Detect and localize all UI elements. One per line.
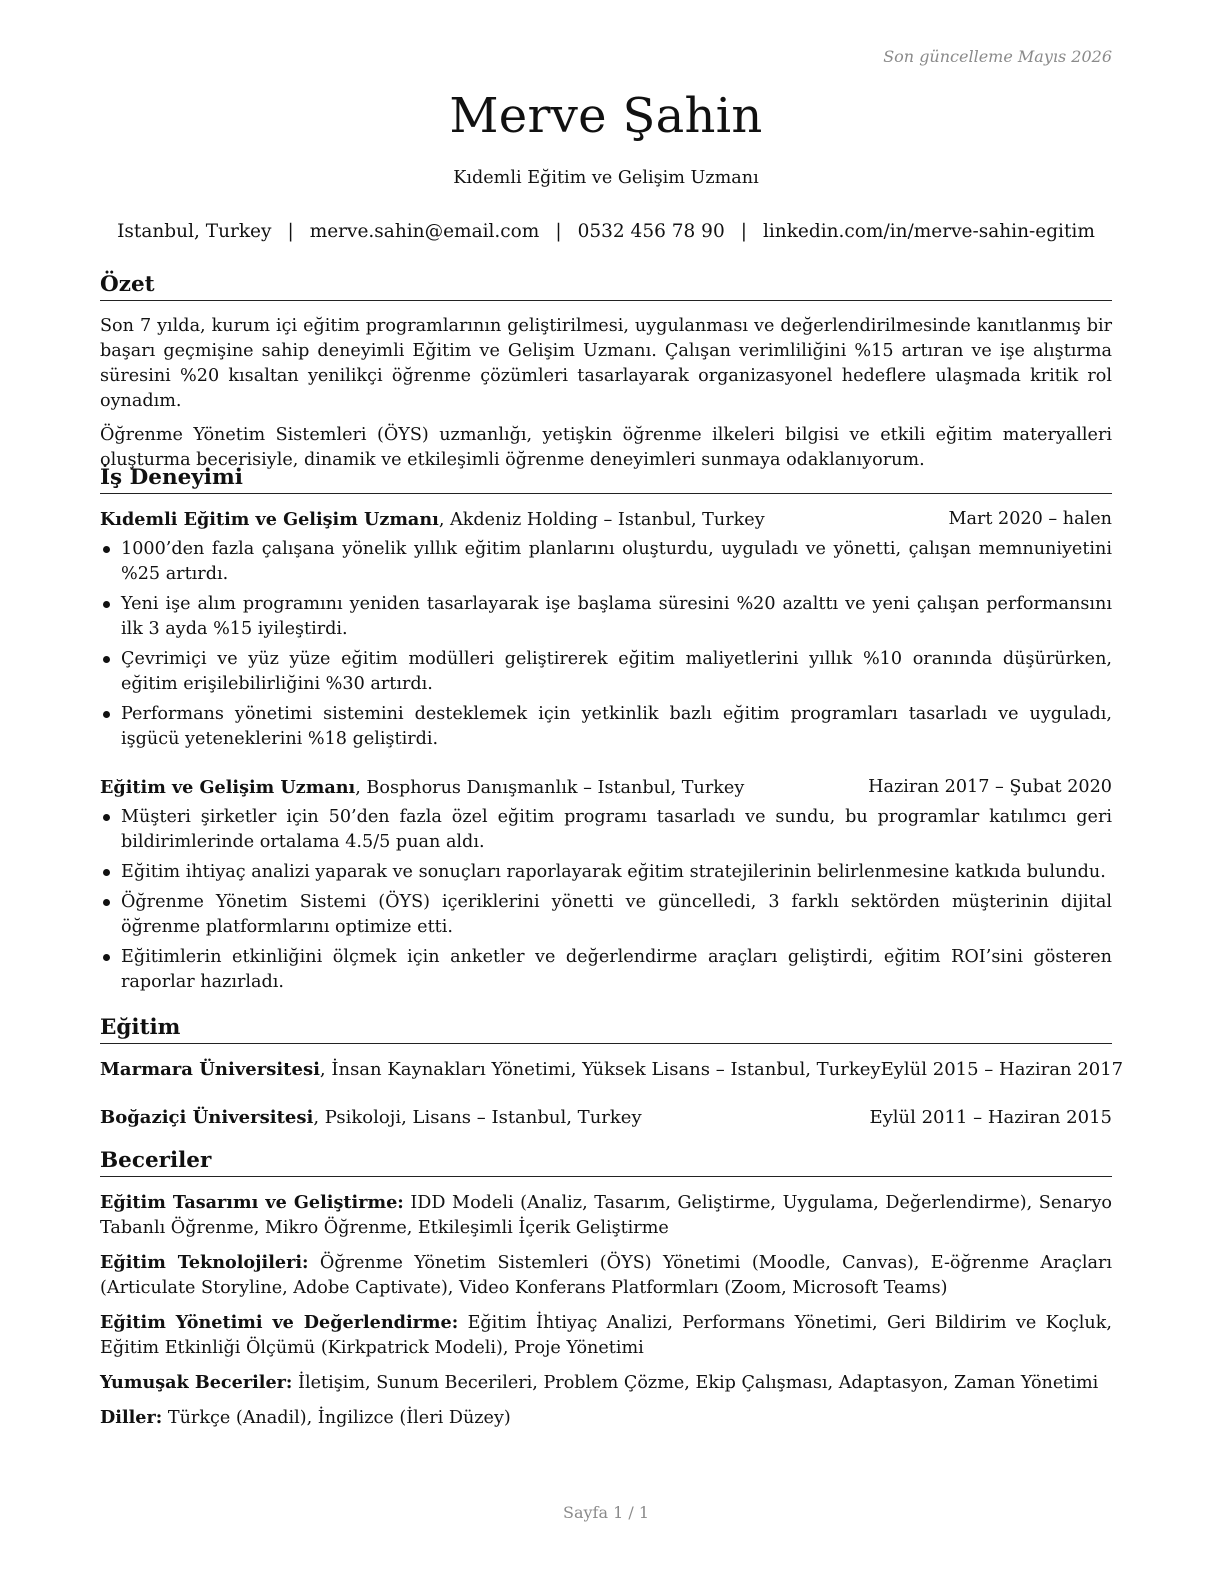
contact-line (100, 219, 1112, 244)
job-header (100, 775, 1112, 801)
job-bullet: Öğrenme Yönetim Sistemi (ÖYS) içeriklerini yönetti ve güncelledi, 3 farklı sektörden müşterinin dijital öğrenme platformlarını optimize etti. (100, 890, 1112, 940)
job-entry (100, 775, 1112, 995)
section-title-summary: Özet (100, 271, 1112, 301)
education-school: Boğaziçi Üniversitesi (100, 1107, 314, 1128)
skill-text: Eğitim İhtiyaç Analizi, Performans Yönetimi, Geri Bildirim ve Koçluk, Eğitim Etkinliği Ölçümü (Kirkpatrick Modeli), Proje Yönetimi (100, 1313, 1112, 1358)
skill-text: İletişim, Sunum Becerileri, Problem Çözme, Ekip Çalışması, Adaptasyon, Zaman Yönetimi (292, 1373, 1099, 1393)
skill-label: Eğitim Teknolojileri: (100, 1252, 309, 1273)
contact-separator: | (555, 221, 562, 242)
education-school: Marmara Üniversitesi (100, 1059, 320, 1080)
contact-email[interactable]: merve.sahin@email.com (309, 221, 540, 242)
job-bullet: Performans yönetimi sistemini desteklemek için yetkinlik bazlı eğitim programları tasarladı ve uyguladı, işgücü yeteneklerini %18 geliştirdi. (100, 702, 1112, 752)
candidate-title: Kıdemli Eğitim ve Gelişim Uzmanı (453, 168, 759, 188)
skill-item (100, 1405, 1112, 1431)
last-updated: Son güncelleme Mayıs 2026 (883, 47, 1112, 66)
education-dates: Eylül 2015 – Haziran 2017 (880, 1059, 1124, 1080)
job-position: Eğitim ve Gelişim Uzmanı (100, 777, 356, 798)
job-bullet: Müşteri şirketler için 50’den fazla özel eğitim programı tasarladı ve sundu, bu programlar katılımcı geri bildirimlerinde ortalama 4.5/5 puan aldı. (100, 805, 1112, 855)
skill-item (100, 1250, 1112, 1301)
skill-item (100, 1190, 1112, 1241)
job-bullets (100, 805, 1112, 995)
job-dates: Mart 2020 – halen (948, 509, 1112, 529)
skill-item (100, 1370, 1112, 1396)
job-bullet: Yeni işe alım programını yeniden tasarlayarak işe başlama süresini %20 azalttı ve yeni çalışan performansını ilk 3 ayda %15 iyileştirdi. (100, 592, 1112, 642)
contact-separator: | (740, 221, 747, 242)
contact-phone[interactable]: 0532 456 78 90 (577, 221, 725, 242)
job-bullet: Eğitimlerin etkinliğini ölçmek için anketler ve değerlendirme araçları geliştirdi, eğitim ROI’sini gösteren raporlar hazırladı. (100, 945, 1112, 995)
skills-section (100, 1190, 1112, 1431)
job-bullet: Çevrimiçi ve yüz yüze eğitim modülleri geliştirerek eğitim maliyetlerini yıllık %10 oranında düşürürken, eğitim erişilebilirliğini %30 artırdı. (100, 647, 1112, 697)
section-title-education: Eğitim (100, 1014, 1112, 1044)
contact-location: Istanbul, Turkey (117, 221, 272, 242)
education-entry (100, 1105, 1112, 1130)
job-header (100, 507, 1112, 533)
job-bullet: 1000’den fazla çalışana yönelik yıllık eğitim planlarını oluşturdu, uyguladı ve yönetti, çalışan memnuniyetini %25 artırdı. (100, 537, 1112, 587)
education-entry (100, 1057, 1124, 1082)
job-company: , Bosphorus Danışmanlık – Istanbul, Turkey (355, 778, 745, 798)
section-title-experience: İş Deneyimi (100, 464, 1112, 494)
section-title-skills: Beceriler (100, 1147, 1112, 1177)
skill-label: Diller: (100, 1407, 163, 1428)
education-dates: Eylül 2011 – Haziran 2015 (869, 1107, 1112, 1128)
education-row (100, 1105, 1112, 1130)
skill-label: Eğitim Yönetimi ve Değerlendirme: (100, 1312, 459, 1333)
job-bullets (100, 537, 1112, 752)
skill-text: Öğrenme Yönetim Sistemleri (ÖYS) Yönetimi (Moodle, Canvas), E-öğrenme Araçları (Articulate Storyline, Adobe Captivate), Video Konferans Platformları (Zoom, Microsoft Teams) (100, 1253, 1112, 1298)
resume-page (100, 0, 1124, 1584)
skill-text: IDD Modeli (Analiz, Tasarım, Geliştirme, Uygulama, Değerlendirme), Senaryo Tabanlı Öğrenme, Mikro Öğrenme, Etkileşimli İçerik Geliştirme (100, 1193, 1112, 1238)
job-bullet: Eğitim ihtiyaç analizi yaparak ve sonuçları raporlayarak eğitim stratejilerinin belirlenmesine katkıda bulundu. (100, 860, 1112, 885)
summary-paragraph: Öğrenme Yönetim Sistemleri (ÖYS) uzmanlığı, yetişkin öğrenme ilkeleri bilgisi ve etkili eğitim materyalleri oluşturma becerisiyle, dinamik ve etkileşimli öğrenme deneyimleri sunmaya odaklanıyorum. (100, 425, 1112, 470)
candidate-name: Merve Şahin (449, 88, 763, 144)
skill-label: Eğitim Tasarımı ve Geliştirme: (100, 1192, 404, 1213)
summary-section (100, 314, 1112, 473)
skill-text: Türkçe (Anadil), İngilizce (İleri Düzey) (162, 1408, 511, 1428)
job-company: , Akdeniz Holding – Istanbul, Turkey (438, 510, 765, 530)
skill-label: Yumuşak Beceriler: (100, 1372, 293, 1393)
job-position: Kıdemli Eğitim ve Gelişim Uzmanı (100, 509, 439, 530)
skill-item (100, 1310, 1112, 1361)
page-number: Sayfa 1 / 1 (562, 1503, 649, 1522)
contact-separator: | (287, 221, 294, 242)
education-row (100, 1057, 1124, 1082)
job-dates: Haziran 2017 – Şubat 2020 (868, 777, 1112, 797)
contact-linkedin[interactable]: linkedin.com/in/merve-sahin-egitim (762, 221, 1095, 242)
education-detail: , Psikoloji, Lisans – Istanbul, Turkey (313, 1107, 642, 1128)
job-entry (100, 507, 1112, 752)
summary-paragraph: Son 7 yılda, kurum içi eğitim programlarının geliştirilmesi, uygulanması ve değerlendirilmesinde kanıtlanmış bir başarı geçmişine sahip deneyimli Eğitim ve Gelişim Uzmanı. Çalışan verimliliğini %15 artıran ve işe alıştırma süresini %20 kısaltan yenilikçi öğrenme çözümleri tasarlayarak organizasyonel hedeflere ulaşmada kritik rol oynadım. (100, 316, 1112, 411)
education-detail: , İnsan Kaynakları Yönetimi, Yüksek Lisans – Istanbul, Turkey (319, 1059, 881, 1080)
